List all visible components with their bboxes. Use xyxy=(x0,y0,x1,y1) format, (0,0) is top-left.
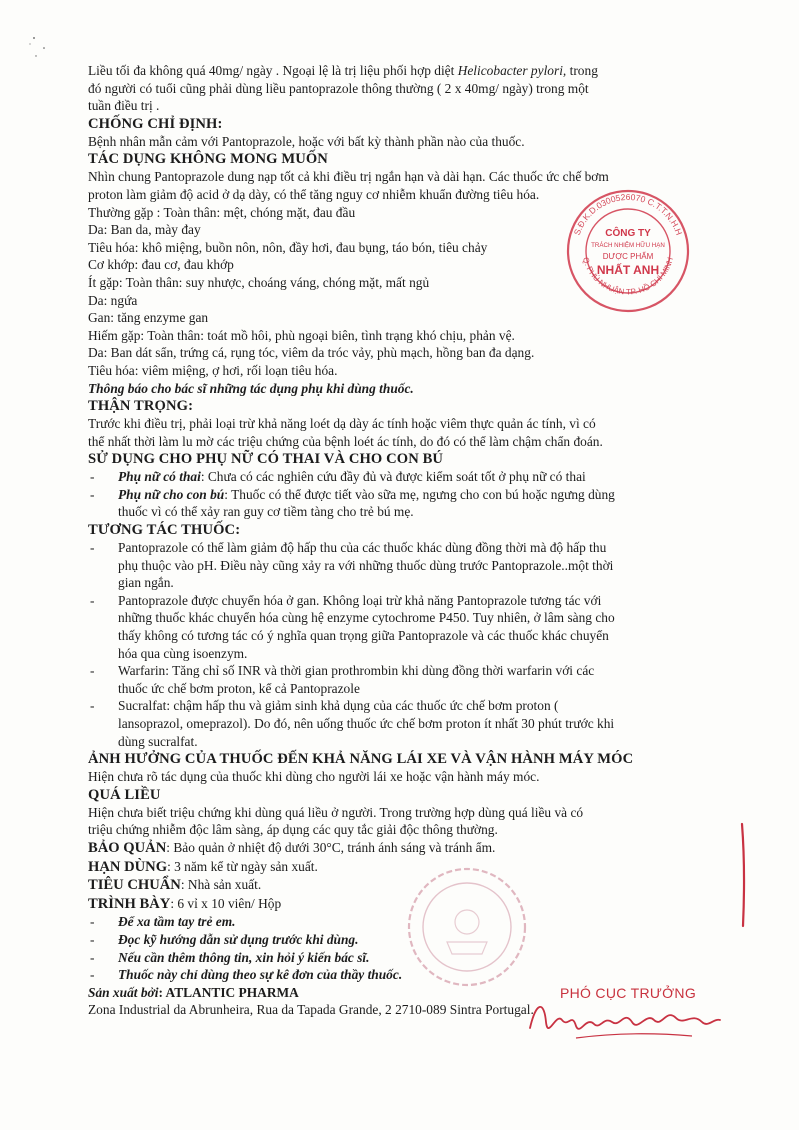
info-value: : 6 vỉ x 10 viên/ Hộp xyxy=(170,895,282,911)
section-heading: TÁC DỤNG KHÔNG MONG MUỐN xyxy=(88,151,328,168)
list-item xyxy=(88,539,728,557)
info-label: HẠN DÙNG xyxy=(88,858,168,875)
list-item-continuation xyxy=(88,645,728,663)
list-item-label: Phụ nữ có thai xyxy=(118,469,201,485)
line-text: Hiếm gặp: Toàn thân: toát mồ hôi, phù ngoại biên, tình trạng khó chịu, phản vệ. xyxy=(88,327,515,343)
list-item-continuation xyxy=(88,609,728,627)
line-italic: Helicobacter pylori, xyxy=(457,63,567,78)
continuation-text: lansoprazol, omeprazol). Do đó, nên uống thuốc ức chế bơm proton ít nhất 30 phút trước khi xyxy=(118,716,615,731)
continuation-text: dùng sucralfat. xyxy=(118,733,198,749)
line-text: Nhìn chung Pantoprazole dung nạp tốt cả khi điều trị ngắn hạn và dài hạn. Các thuốc ức chế bơm xyxy=(88,169,609,185)
line-text: Ít gặp: Toàn thân: suy nhược, choáng váng, chóng mặt, mất ngủ xyxy=(88,274,430,290)
list-item-continuation xyxy=(88,715,728,733)
info-line xyxy=(88,839,728,858)
continuation-text: những thuốc khác chuyển hóa cùng hệ enzyme cytochrome P450. Tuy nhiên, ở lâm sàng cho xyxy=(118,610,615,626)
seal-line-4: NHẤT ANH xyxy=(596,263,660,277)
list-item xyxy=(88,592,728,610)
text-line xyxy=(88,344,728,362)
list-item-label: Để xa tầm tay trẻ em. xyxy=(118,914,236,930)
line-text: Zona Industrial da Abrunheira, Rua da Tapada Grande, 2 2710-089 Sintra Portugal. xyxy=(88,1002,534,1018)
list-item-text: Pantoprazole được chuyển hóa ở gan. Không loại trừ khả năng Pantoprazole tương tác với xyxy=(118,592,602,608)
section-heading: QUÁ LIỀU xyxy=(88,786,161,803)
section-heading: ẢNH HƯỞNG CỦA THUỐC ĐẾN KHẢ NĂNG LÁI XE VÀ VẬN HÀNH MÁY MÓC xyxy=(88,751,634,768)
list-item-label: Thuốc này chỉ dùng theo sự kê đơn của thầy thuốc. xyxy=(118,967,403,983)
info-label: BẢO QUẢN xyxy=(88,839,167,856)
line-text: Hiện chưa rõ tác dụng của thuốc khi dùng cho người lái xe hoặc vận hành máy móc. xyxy=(88,769,540,785)
list-item-continuation xyxy=(88,680,728,698)
line-text: Tiêu hóa: khô miệng, buồn nôn, nôn, đầy hơi, đau bụng, táo bón, tiêu chảy xyxy=(88,239,488,255)
text-line xyxy=(88,80,728,98)
text-line xyxy=(88,168,728,186)
list-item-text: : Chưa có các nghiên cứu đầy đủ và được kiểm soát tốt ở phụ nữ có thai xyxy=(200,469,586,485)
list-item-label: Đọc kỹ hướng dẫn sử dụng trước khi dùng. xyxy=(118,931,359,947)
list-item-continuation xyxy=(88,733,728,751)
line-text: Cơ khớp: đau cơ, đau khớp xyxy=(88,257,234,273)
continuation-text: thuốc vì có thể xảy ran guy cơ tiềm tàng cho trẻ bú mẹ. xyxy=(118,504,414,520)
continuation-text: hóa qua cùng isoenzym. xyxy=(118,645,248,661)
list-item-continuation xyxy=(88,503,728,521)
info-value: : Bảo quản ở nhiệt độ dưới 30°C, tránh ánh sáng và tránh ẩm. xyxy=(166,839,496,855)
official-seal-faded xyxy=(402,862,532,992)
text-line xyxy=(88,133,728,151)
text-line xyxy=(88,768,728,786)
text-line xyxy=(88,415,728,433)
line-text: Hiện chưa biết triệu chứng khi dùng quá liều ở người. Trong trường hợp dùng quá liều và có xyxy=(88,804,584,820)
text-line xyxy=(88,327,728,345)
line-text-after: trong xyxy=(566,63,598,78)
line-text: Tiêu hóa: viêm miệng, ợ hơi, rối loạn tiêu hóa. xyxy=(88,362,338,378)
manufacturer-name: : ATLANTIC PHARMA xyxy=(158,984,299,1000)
section-heading: TƯƠNG TÁC THUỐC: xyxy=(88,522,241,539)
seal-lower-ring-text: Q. PHÚ NHUẬN TP. HỒ CHÍ MINH xyxy=(581,256,675,297)
line-text: thể nhất thời làm lu mờ các triệu chứng của bệnh loét ác tính, do đó có thể làm chậm chẩn đoán. xyxy=(88,433,603,449)
seal-outer-ring-text: S.Đ.K.D.0300526070 C.T.T.N.H.H xyxy=(571,192,685,237)
line-text: triệu chứng nhiễm độc lâm sàng, áp dụng các quy tắc giải độc thông thường. xyxy=(88,822,498,838)
seal-line-2: TRÁCH NHIỆM HỮU HẠN xyxy=(591,242,665,249)
signer-title: PHÓ CỤC TRƯỞNG xyxy=(560,985,697,1001)
text-line xyxy=(88,97,728,115)
continuation-text: thấy không có tương tác có ý nghĩa quan trọng giữa Pantoprazole và các thuốc khác chuyển xyxy=(118,628,609,644)
list-item-text: Warfarin: Tăng chỉ số INR và thời gian prothrombin khi dùng đồng thời warfarin với các xyxy=(118,663,595,679)
seal-line-3: DƯỢC PHẨM xyxy=(602,252,654,261)
text-line xyxy=(88,362,728,380)
section-heading: SỬ DỤNG CHO PHỤ NỮ CÓ THAI VÀ CHO CON BÚ xyxy=(88,451,444,468)
line-text: đó người có tuổi cũng phải dùng liều pantoprazole thông thường ( 2 x 40mg/ ngày) trong một xyxy=(88,80,589,96)
section-heading: THẬN TRỌNG: xyxy=(88,398,194,415)
list-item xyxy=(88,468,728,486)
scan-specks xyxy=(28,30,68,70)
info-label: TIÊU CHUẨN xyxy=(88,877,181,894)
info-value: : 3 năm kể từ ngày sản xuất. xyxy=(167,858,318,874)
line-text: tuần điều trị . xyxy=(88,98,160,114)
list-item-text: Pantoprazole có thể làm giảm độ hấp thu của các thuốc khác dùng đồng thời mà độ hấp thu xyxy=(118,540,607,556)
list-item-label: Phụ nữ cho con bú xyxy=(118,486,225,502)
seal-line-1: CÔNG TY xyxy=(605,228,651,239)
line-text: Trước khi điều trị, phải loại trừ khả năng loét dạ dày ác tính hoặc viêm thực quản ác tính, vì có xyxy=(88,416,596,432)
line-text: Gan: tăng enzyme gan xyxy=(88,310,209,326)
line-text: Bệnh nhân mẫn cảm với Pantoprazole, hoặc với bất kỳ thành phần nào của thuốc. xyxy=(88,133,525,149)
line-text: Liều tối đa không quá 40mg/ ngày . Ngoại lệ là trị liệu phối hợp diệt xyxy=(88,63,458,78)
list-item-continuation xyxy=(88,557,728,575)
text-line xyxy=(88,821,728,839)
signature xyxy=(516,982,726,1052)
list-item xyxy=(88,662,728,680)
line-text: Da: ngứa xyxy=(88,292,138,308)
continuation-text: thuốc ức chế bơm proton, kể cả Pantoprazole xyxy=(118,680,360,696)
list-item xyxy=(88,697,728,715)
continuation-text: gian ngắn. xyxy=(118,575,174,591)
section-heading: CHỐNG CHỈ ĐỊNH: xyxy=(88,115,223,132)
info-label: TRÌNH BÀY xyxy=(88,895,171,912)
margin-ink-mark xyxy=(735,820,749,930)
line-text: Thường gặp : Toàn thân: mệt, chóng mặt, đau đầu xyxy=(88,204,356,220)
line-text: proton làm giảm độ acid ở dạ dày, có thể tăng nguy cơ nhiễm khuẩn đường tiêu hóa. xyxy=(88,186,540,202)
continuation-text: phụ thuộc vào pH. Điều này cũng xảy ra với những thuốc dùng trước Pantoprazole..một thời xyxy=(118,557,614,573)
list-item-continuation xyxy=(88,627,728,645)
info-value: : Nhà sản xuất. xyxy=(180,877,262,893)
line-text: Da: Ban dát sẩn, trứng cá, rụng tóc, viêm da tróc vảy, phù mạch, hồng ban đa dạng. xyxy=(88,345,535,361)
line-text: Da: Ban da, mày đay xyxy=(88,222,201,238)
list-item-text: : Thuốc có thể được tiết vào sữa mẹ, ngưng cho con bú hoặc ngưng dùng xyxy=(224,486,615,502)
list-item-label: Nếu cần thêm thông tin, xin hỏi ý kiến bác sĩ. xyxy=(118,949,370,965)
text-line xyxy=(88,804,728,822)
emphasis-line: Thông báo cho bác sĩ những tác dụng phụ khi dùng thuốc. xyxy=(88,380,414,396)
text-line xyxy=(88,433,728,451)
list-item xyxy=(88,486,728,504)
list-item-continuation xyxy=(88,574,728,592)
list-item-text: Sucralfat: chậm hấp thu và giảm sinh khả dụng của các thuốc ức chế bơm proton ( xyxy=(118,698,559,714)
manufacturer-label: Sản xuất bởi xyxy=(88,984,159,1000)
text-line xyxy=(88,62,728,80)
company-seal xyxy=(563,186,693,316)
